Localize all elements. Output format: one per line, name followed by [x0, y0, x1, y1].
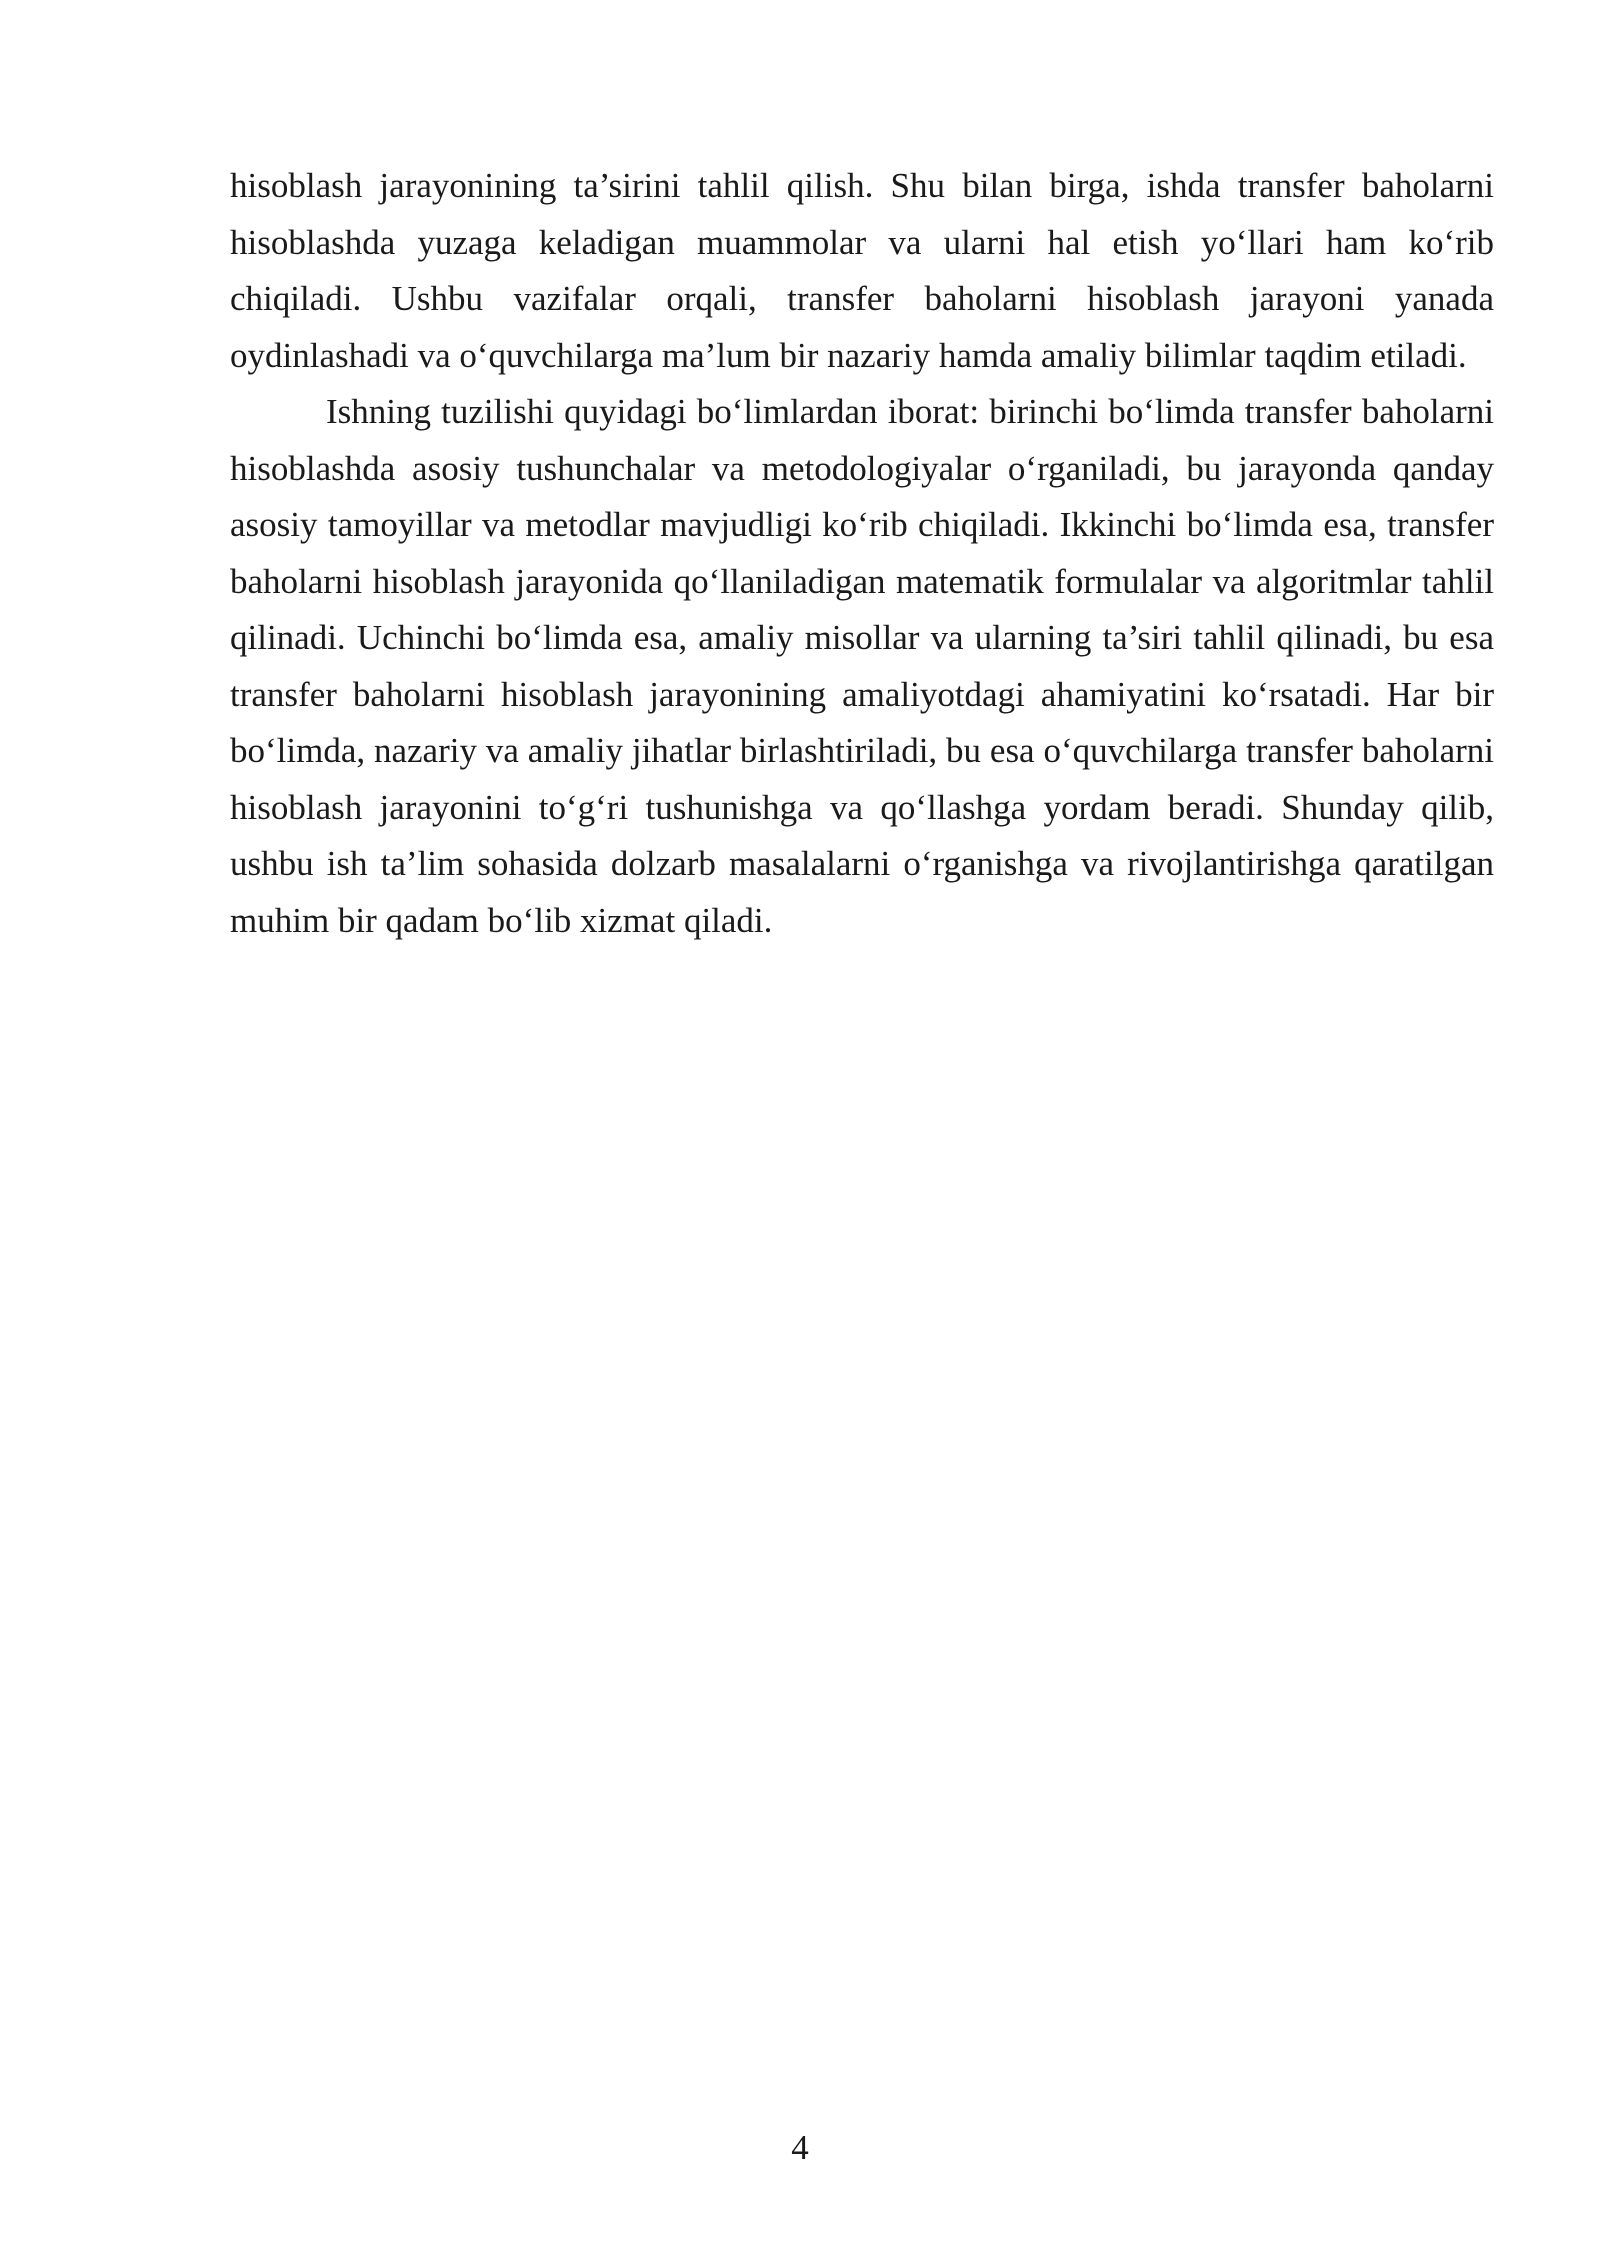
paragraph-continuation: hisoblash jarayonining ta’sirini tahlil qilish. Shu bilan birga, ishda transfer baholarni hisoblashda yuzaga keladigan muammolar va ularni hal etish yo‘llari ham ko‘rib chiqiladi. Ushbu vazifalar orqali, transfer baholarni hisoblash jarayoni yanada oydinlashadi va o‘quvchilarga ma’lum bir nazariy hamda amaliy bilimlar taqdim etiladi.: [230, 166, 1494, 375]
paragraph-structure: Ishning tuzilishi quyidagi bo‘limlardan iborat: birinchi bo‘limda transfer baholarni hisoblashda asosiy tushunchalar va metodologiyalar o‘rganiladi, bu jarayonda qanday asosiy tamoyillar va metodlar mavjudligi ko‘rib chiqiladi. Ikkinchi bo‘limda esa, transfer baholarni hisoblash jarayonida qo‘llaniladigan matematik formulalar va algoritmlar tahlil qilinadi. Uchinchi bo‘limda esa, amaliy misollar va ularning ta’siri tahlil qilinadi, bu esa transfer baholarni hisoblash jarayonining amaliyotdagi ahamiyatini ko‘rsatadi. Har bir bo‘limda, nazariy va amaliy jihatlar birlashtiriladi, bu esa o‘quvchilarga transfer baholarni hisoblash jarayonini to‘g‘ri tushunishga va qo‘llashga yordam beradi. Shunday qilib, ushbu ish ta’lim sohasida dolzarb masalalarni o‘rganishga va rivojlantirishga qaratilgan muhim bir qadam bo‘lib xizmat qiladi.: [230, 392, 1494, 940]
page-body: [230, 158, 1494, 949]
page-number: 4: [791, 2128, 809, 2167]
